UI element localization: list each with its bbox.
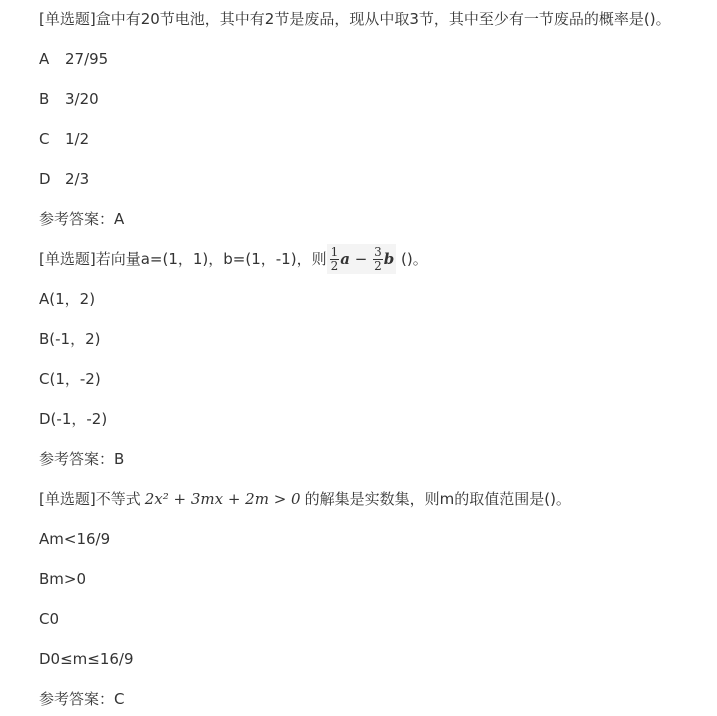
question-3-option-d: D0≤m≤16/9 [39,650,134,668]
question-text: 若向量a=(1，1)，b=(1，-1)，则 [95,250,327,268]
question-2-option-c: C(1，-2) [39,370,101,388]
question-2-option-a: A(1，2) [39,290,96,308]
question-2-stem [39,244,428,274]
option-letter: C [39,130,50,148]
question-1-option-b [39,88,99,110]
fraction-one-half: $\frac{1}{2}$ [330,245,339,273]
vector-formula: $\frac{1}{2}$ a − $\frac{3}{2}$ b [327,244,397,274]
option-text: 2/3 [65,170,90,188]
question-1-option-d [39,168,89,190]
question-type-tag: [单选题] [39,10,96,28]
question-1-answer: 参考答案：A [39,210,125,228]
option-text: 3/20 [65,90,99,108]
option-letter: D [39,170,51,188]
question-2-option-b: B(-1，2) [39,330,101,348]
question-text: 不等式 [95,490,141,508]
question-2-option-d: D(-1，-2) [39,410,108,428]
option-letter: A [39,50,50,68]
fraction-three-halves: $\frac{3}{2}$ [374,245,382,273]
option-letter: B [39,90,50,108]
question-text-end: 的解集是实数集，则m的取值范围是()。 [304,490,571,508]
question-3-stem [39,488,571,510]
question-3-option-a: Am<16/9 [39,530,111,548]
option-text: 27/95 [65,50,109,68]
question-2-answer: 参考答案：B [39,450,125,468]
question-1-stem [39,8,671,30]
question-text-end: ()。 [401,250,428,268]
question-text: 盒中有20节电池，其中有2节是废品，现从中取3节，其中至少有一节废品的概率是()。 [95,10,671,28]
question-1-option-a [39,48,108,70]
question-3-option-b: Bm>0 [39,570,87,588]
inequality-formula: 2x² + 3mx + 2m > 0 [144,490,301,508]
question-3-answer: 参考答案：C [39,690,125,708]
question-type-tag: [单选题] [39,490,96,508]
question-type-tag: [单选题] [39,250,96,268]
option-text: 1/2 [65,130,90,148]
question-1-option-c [39,128,89,150]
question-3-option-c: C0 [39,610,60,628]
